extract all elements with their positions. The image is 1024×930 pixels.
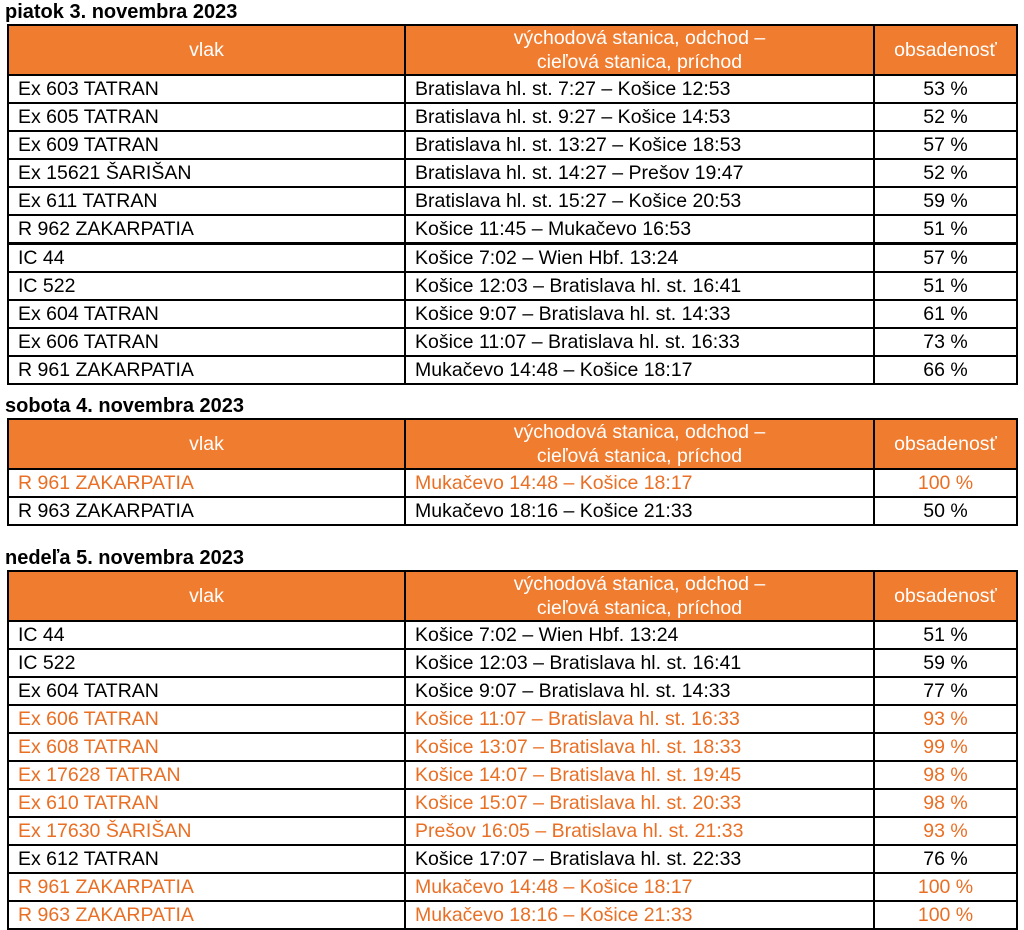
table-row xyxy=(8,300,1017,328)
table-row xyxy=(8,901,1017,929)
table-row xyxy=(8,159,1017,187)
table-row xyxy=(8,75,1017,103)
occupancy-cell: 59 % xyxy=(874,187,1017,215)
schedule-table xyxy=(7,24,1018,385)
train-cell: R 961 ZAKARPATIA xyxy=(8,469,405,497)
train-cell: IC 522 xyxy=(8,272,405,300)
table-row xyxy=(8,733,1017,761)
route-cell: Košice 7:02 – Wien Hbf. 13:24 xyxy=(405,244,874,273)
occupancy-cell: 98 % xyxy=(874,761,1017,789)
header-occupancy: obsadenosť xyxy=(874,419,1017,469)
train-cell: Ex 15621 ŠARIŠAN xyxy=(8,159,405,187)
train-cell: IC 522 xyxy=(8,649,405,677)
occupancy-cell: 51 % xyxy=(874,272,1017,300)
table-row xyxy=(8,497,1017,525)
header-route xyxy=(405,419,874,469)
occupancy-cell: 100 % xyxy=(874,469,1017,497)
header-route-line2: cieľová stanica, príchod xyxy=(536,51,743,73)
route-cell: Košice 17:07 – Bratislava hl. st. 22:33 xyxy=(405,845,874,873)
header-route xyxy=(405,571,874,621)
occupancy-cell: 100 % xyxy=(874,873,1017,901)
header-route-line1: východová stanica, odchod – xyxy=(513,27,766,49)
occupancy-cell: 66 % xyxy=(874,356,1017,384)
table-row xyxy=(8,103,1017,131)
table-row xyxy=(8,817,1017,845)
occupancy-cell: 61 % xyxy=(874,300,1017,328)
header-route-line1: východová stanica, odchod – xyxy=(513,573,766,595)
train-cell: Ex 17628 TATRAN xyxy=(8,761,405,789)
header-train: vlak xyxy=(8,419,405,469)
header-occupancy: obsadenosť xyxy=(874,571,1017,621)
table-row xyxy=(8,469,1017,497)
header-route xyxy=(405,25,874,75)
train-cell: IC 44 xyxy=(8,244,405,273)
train-cell: Ex 604 TATRAN xyxy=(8,677,405,705)
route-cell: Bratislava hl. st. 9:27 – Košice 14:53 xyxy=(405,103,874,131)
occupancy-cell: 52 % xyxy=(874,103,1017,131)
occupancy-cell: 100 % xyxy=(874,901,1017,929)
occupancy-cell: 77 % xyxy=(874,677,1017,705)
train-cell: Ex 609 TATRAN xyxy=(8,131,405,159)
route-cell: Košice 13:07 – Bratislava hl. st. 18:33 xyxy=(405,733,874,761)
route-cell: Košice 7:02 – Wien Hbf. 13:24 xyxy=(405,621,874,649)
table-row xyxy=(8,621,1017,649)
train-cell: Ex 611 TATRAN xyxy=(8,187,405,215)
train-cell: Ex 603 TATRAN xyxy=(8,75,405,103)
route-cell: Košice 11:07 – Bratislava hl. st. 16:33 xyxy=(405,705,874,733)
train-cell: Ex 606 TATRAN xyxy=(8,705,405,733)
occupancy-cell: 76 % xyxy=(874,845,1017,873)
route-cell: Košice 9:07 – Bratislava hl. st. 14:33 xyxy=(405,300,874,328)
table-row xyxy=(8,131,1017,159)
table-row xyxy=(8,789,1017,817)
train-cell: Ex 604 TATRAN xyxy=(8,300,405,328)
occupancy-cell: 73 % xyxy=(874,328,1017,356)
route-cell: Košice 14:07 – Bratislava hl. st. 19:45 xyxy=(405,761,874,789)
day-title: nedeľa 5. novembra 2023 xyxy=(5,547,244,569)
table-row xyxy=(8,705,1017,733)
train-cell: R 962 ZAKARPATIA xyxy=(8,215,405,244)
occupancy-cell: 50 % xyxy=(874,497,1017,525)
occupancy-cell: 93 % xyxy=(874,705,1017,733)
route-cell: Košice 11:07 – Bratislava hl. st. 16:33 xyxy=(405,328,874,356)
header-route-line2: cieľová stanica, príchod xyxy=(536,445,743,467)
train-cell: Ex 606 TATRAN xyxy=(8,328,405,356)
route-cell: Bratislava hl. st. 15:27 – Košice 20:53 xyxy=(405,187,874,215)
train-cell: Ex 17630 ŠARIŠAN xyxy=(8,817,405,845)
occupancy-cell: 93 % xyxy=(874,817,1017,845)
route-cell: Bratislava hl. st. 7:27 – Košice 12:53 xyxy=(405,75,874,103)
table-row xyxy=(8,873,1017,901)
route-cell: Košice 15:07 – Bratislava hl. st. 20:33 xyxy=(405,789,874,817)
day-title: sobota 4. novembra 2023 xyxy=(5,395,244,417)
train-cell: Ex 612 TATRAN xyxy=(8,845,405,873)
train-cell: R 963 ZAKARPATIA xyxy=(8,497,405,525)
table-row xyxy=(8,761,1017,789)
occupancy-cell: 57 % xyxy=(874,244,1017,273)
schedule-table xyxy=(7,570,1018,930)
header-train: vlak xyxy=(8,25,405,75)
route-cell: Mukačevo 18:16 – Košice 21:33 xyxy=(405,497,874,525)
route-cell: Mukačevo 18:16 – Košice 21:33 xyxy=(405,901,874,929)
occupancy-cell: 51 % xyxy=(874,621,1017,649)
table-row xyxy=(8,187,1017,215)
occupancy-cell: 52 % xyxy=(874,159,1017,187)
route-cell: Košice 9:07 – Bratislava hl. st. 14:33 xyxy=(405,677,874,705)
route-cell: Košice 12:03 – Bratislava hl. st. 16:41 xyxy=(405,649,874,677)
train-cell: IC 44 xyxy=(8,621,405,649)
route-cell: Prešov 16:05 – Bratislava hl. st. 21:33 xyxy=(405,817,874,845)
table-row xyxy=(8,244,1017,273)
table-row xyxy=(8,677,1017,705)
occupancy-cell: 53 % xyxy=(874,75,1017,103)
route-cell: Bratislava hl. st. 13:27 – Košice 18:53 xyxy=(405,131,874,159)
train-cell: R 961 ZAKARPATIA xyxy=(8,873,405,901)
table-row xyxy=(8,215,1017,244)
occupancy-cell: 99 % xyxy=(874,733,1017,761)
route-cell: Mukačevo 14:48 – Košice 18:17 xyxy=(405,469,874,497)
route-cell: Košice 12:03 – Bratislava hl. st. 16:41 xyxy=(405,272,874,300)
route-cell: Košice 11:45 – Mukačevo 16:53 xyxy=(405,215,874,244)
header-route-line1: východová stanica, odchod – xyxy=(513,421,766,443)
header-route-line2: cieľová stanica, príchod xyxy=(536,597,743,619)
occupancy-cell: 98 % xyxy=(874,789,1017,817)
occupancy-cell: 59 % xyxy=(874,649,1017,677)
route-cell: Mukačevo 14:48 – Košice 18:17 xyxy=(405,873,874,901)
header-occupancy: obsadenosť xyxy=(874,25,1017,75)
header-train: vlak xyxy=(8,571,405,621)
table-row xyxy=(8,845,1017,873)
route-cell: Bratislava hl. st. 14:27 – Prešov 19:47 xyxy=(405,159,874,187)
train-cell: Ex 608 TATRAN xyxy=(8,733,405,761)
train-cell: R 963 ZAKARPATIA xyxy=(8,901,405,929)
route-cell: Mukačevo 14:48 – Košice 18:17 xyxy=(405,356,874,384)
table-row xyxy=(8,356,1017,384)
table-row xyxy=(8,328,1017,356)
train-cell: Ex 610 TATRAN xyxy=(8,789,405,817)
train-cell: Ex 605 TATRAN xyxy=(8,103,405,131)
day-title: piatok 3. novembra 2023 xyxy=(5,1,238,23)
occupancy-cell: 57 % xyxy=(874,131,1017,159)
schedule-table xyxy=(7,418,1018,526)
train-cell: R 961 ZAKARPATIA xyxy=(8,356,405,384)
table-row xyxy=(8,649,1017,677)
occupancy-cell: 51 % xyxy=(874,215,1017,244)
table-row xyxy=(8,272,1017,300)
